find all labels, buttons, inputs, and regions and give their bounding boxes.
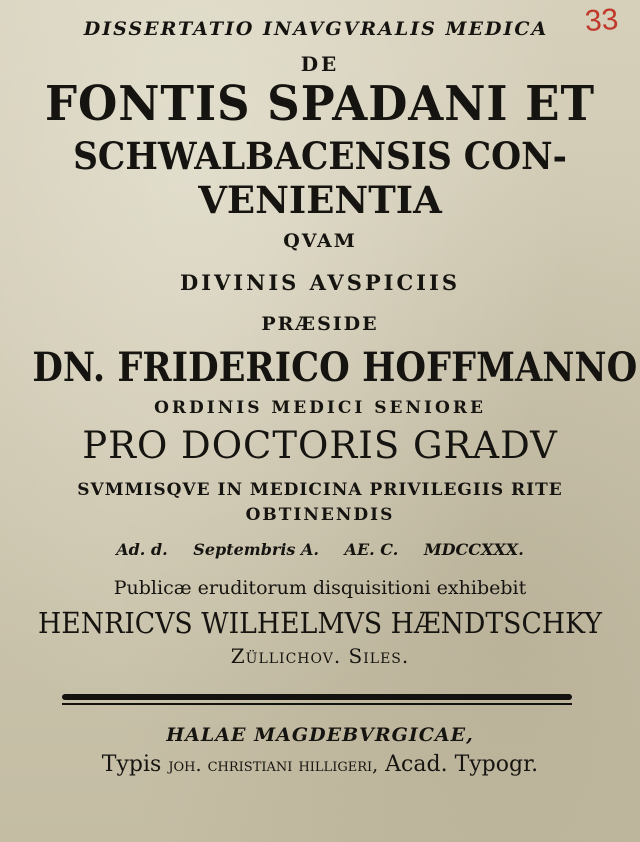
degree-line: PRO DOCTORIS GRADV xyxy=(82,424,558,467)
thick-rule xyxy=(62,694,572,700)
imprint-printer-line xyxy=(0,752,640,777)
title-line-1: FONTIS SPADANI ET xyxy=(45,76,595,132)
imprint-typis: Typis xyxy=(101,752,162,777)
date-era: AE. C. xyxy=(344,540,399,559)
imprint-printer: joh. christiani hilligeri, xyxy=(168,754,379,776)
thin-rule xyxy=(62,703,572,705)
date-line xyxy=(0,540,640,559)
respondent-origin: Züllichov. Siles. xyxy=(230,644,410,668)
praeses-role: ORDINIS MEDICI SENIORE xyxy=(154,398,486,418)
imprint-role: Acad. Typogr. xyxy=(385,752,539,777)
praeses-name: DN. FRIDERICO HOFFMANNO xyxy=(32,344,638,391)
title-preposition: DE xyxy=(300,52,340,76)
imprint-place: HALAE MAGDEBVRGICAE, xyxy=(166,724,474,746)
title-line-2: SCHWALBACENSIS CON- xyxy=(73,134,567,178)
folio-number: 33 xyxy=(583,2,620,39)
exhibition-line: Publicæ eruditorum disquisitioni exhibebit xyxy=(113,577,527,599)
quam-line: QVAM xyxy=(283,230,357,252)
praeside-label: PRÆSIDE xyxy=(261,313,379,335)
date-month: Septembris A. xyxy=(193,540,319,559)
respondent-name: HENRICVS WILHELMVS HÆNDTSCHKY xyxy=(38,606,602,640)
date-day: Ad. d. xyxy=(116,540,168,559)
title-line-3: VENIENTIA xyxy=(198,178,442,222)
date-year: MDCCXXX. xyxy=(423,540,524,559)
auspicia-line: DIVINIS AVSPICIIS xyxy=(179,270,460,295)
dissertation-series: DISSERTATIO INAVGVRALIS MEDICA xyxy=(83,18,549,40)
privileges-line-1: SVMMISQVE IN MEDICINA PRIVILEGIIS RITE xyxy=(77,480,563,500)
privileges-line-2: OBTINENDIS xyxy=(245,505,395,525)
